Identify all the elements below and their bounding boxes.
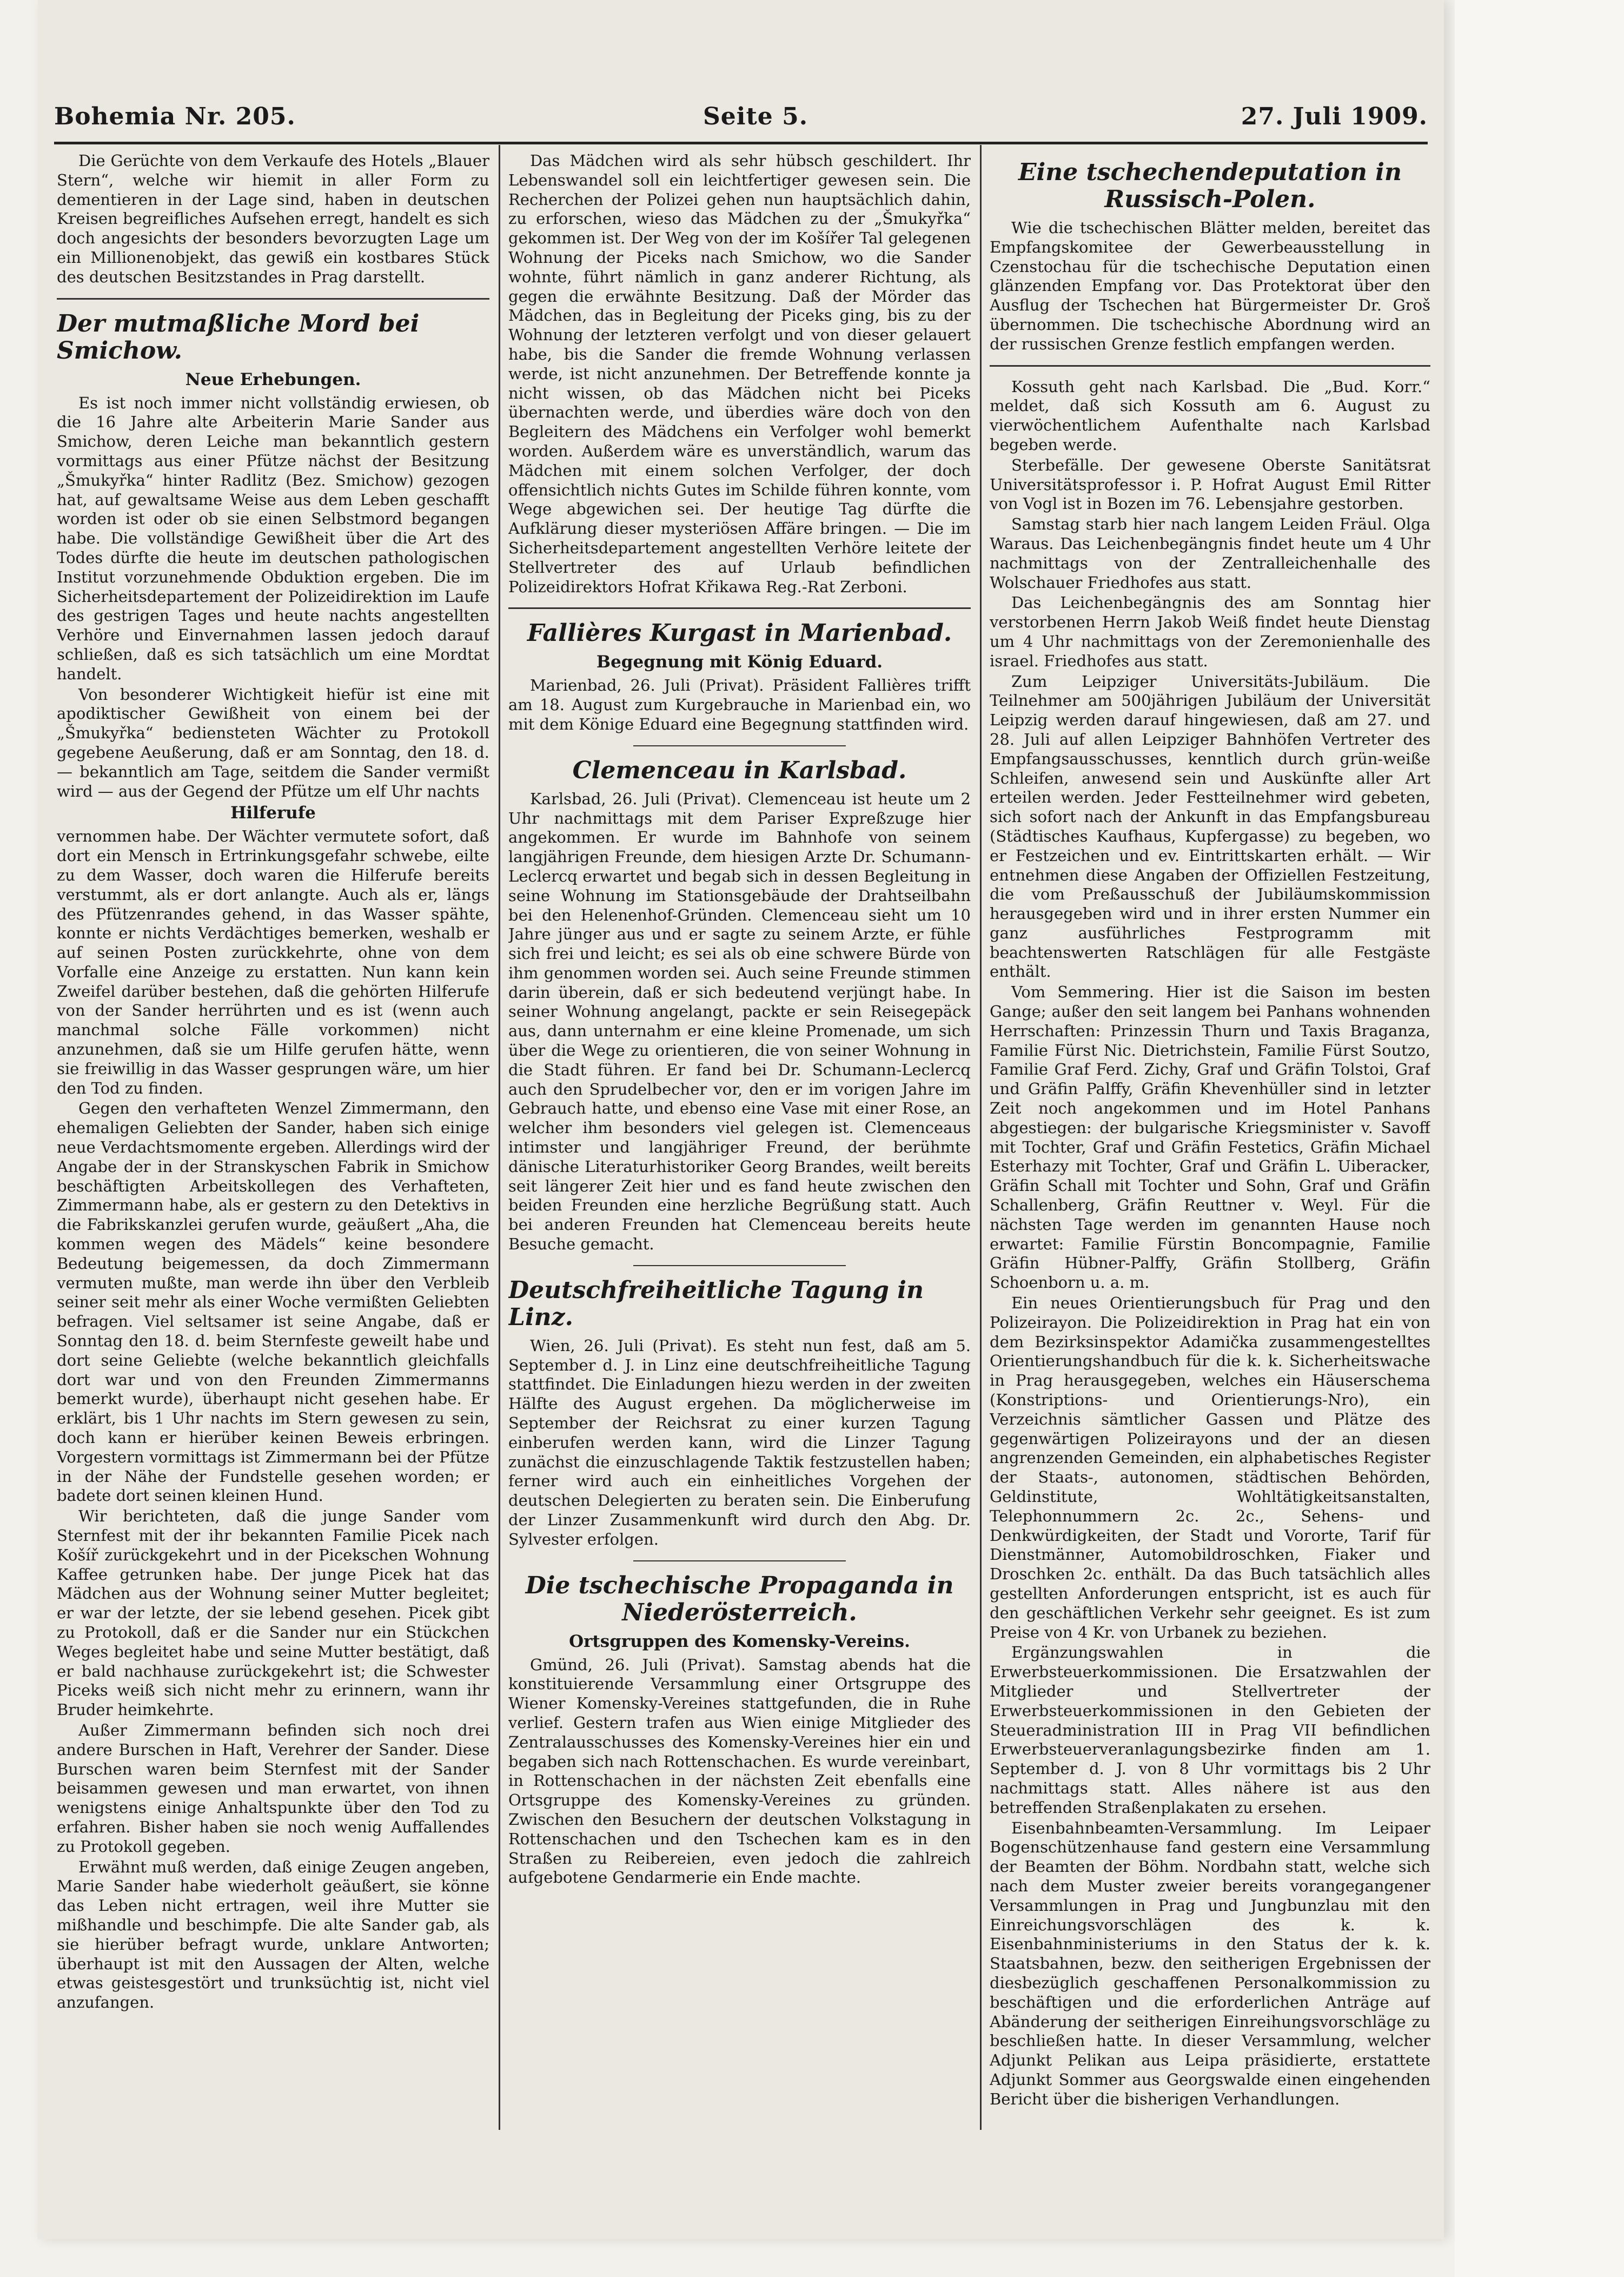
- scan-margin: [1455, 0, 1624, 2277]
- article-paragraph: Marienbad, 26. Juli (Privat). Präsident Fallières trifft am 18. August zum Kurgebrauche in Marienbad ein, wo mit dem Könige Eduard eine Begegnung stattfinden wird.: [508, 676, 971, 733]
- article-headline: Clemenceau in Karlsbad.: [572, 756, 907, 784]
- section-rule: [508, 607, 971, 609]
- section-rule: [633, 1265, 846, 1266]
- article-paragraph: Das Mädchen wird als sehr hübsch geschildert. Ihr Lebenswandel soll ein leichtfertiger gewesen sein. Die Recherchen der Polizei gehen nun hauptsächlich dahin, zu erforschen, wieso das Mädchen zu der „Šmukyřka“ gekommen ist. Der Weg von der im Košířer Tal gelegenen Wohnung der Piceks nach Smichow, wo die Sander wohnte, führt nämlich in ganz anderer Richtung, als gegen die erwähnte Besitzung. Daß der Mörder das Mädchen, das in Begleitung der Piceks ging, bis zu der Wohnung der letzteren verfolgt und von dieser gelauert habe, bis die Sander die fremde Wohnung verlassen werde, ist nicht anzunehmen. Der Betreffende konnte ja nicht wissen, ob das Mädchen nicht bei Piceks übernachten werde, und überdies wäre doch von den Begleitern des Mädchens ein Verfolger wohl bemerkt worden. Außerdem wäre es unverständlich, warum das Mädchen mit einem solchen Verfolger, der doch offensichtlich nichts Gutes im Schilde führen konnte, vom Wege abgewichen sei. Der heutige Tag dürfte die Aufklärung dieser mysteriösen Affäre bringen. — Die im Sicherheitsdepartement angestellten Verhöre leitete der Stellvertreter des auf Urlaub befindlichen Polizeidirektors Hofrat Křikawa Reg.-Rat Zerboni.: [508, 151, 971, 596]
- section-rule: [633, 745, 846, 746]
- article-headline: Deutschfreiheitliche Tagung in Linz.: [508, 1276, 924, 1331]
- column-3: [990, 151, 1430, 2142]
- article-headline: Eine tschechendeputation in Russisch-Polen.: [1018, 158, 1402, 213]
- article-paragraph: vernommen habe. Der Wächter vermutete sofort, daß dort ein Mensch in Ertrinkungsgefahr schwebe, eilte zu dem Wasser, doch waren die Hilferufe bereits verstummt, als er dort anlangte. Auch als er, längs des Pfützenrandes gehend, in das Wasser spähte, konnte er nichts Verdächtiges bemerken, weshalb er auf seinen Posten zurückkehrte, ohne von dem Vorfalle eine Anzeige zu erstatten. Nun kann kein Zweifel darüber bestehen, daß die gehörten Hilferufe von der Sander herrührten und es ist (wenn auch manchmal solche Fälle vorkommen) nicht anzunehmen, daß sie um Hilfe gerufen hätte, wenn sie freiwillig in das Wasser gesprungen wäre, um hier den Tod zu finden.: [57, 827, 489, 1097]
- masthead-date: 27. Juli 1909.: [1241, 103, 1428, 130]
- news-item: Ergänzungswahlen in die Erwerbsteuerkommissionen. Die Ersatzwahlen der Mitglieder und Stellvertreter der Erwerbsteuerkommissionen in den Gebieten der Steueradministration III in Prag VII befindlichen Erwerbsteuerveranlagungsbezirke finden am 1. September d. J. von 8 Uhr vormittags bis 2 Uhr nachmittags statt. Alles nähere ist aus den betreffenden Straßenplakaten zu ersehen.: [990, 1643, 1430, 1817]
- article-paragraph: Außer Zimmermann befinden sich noch drei andere Burschen in Haft, Verehrer der Sander. Diese Burschen waren beim Sternfest mit der Sander beisammen gewesen und man erwartet, von ihnen wenigstens einige Anhaltspunkte über den Tod zu erfahren. Bisher haben sie noch wenig Auffallendes zu Protokoll gegeben.: [57, 1720, 489, 1856]
- masthead-issue: Bohemia Nr. 205.: [54, 103, 296, 130]
- article-subheadline: Neue Erhebungen.: [185, 369, 361, 389]
- masthead-page-number: Seite 5.: [703, 103, 808, 130]
- article-subheadline: Begegnung mit König Eduard.: [596, 652, 883, 672]
- news-item: Kossuth geht nach Karlsbad. Die „Bud. Korr.“ meldet, daß sich Kossuth am 6. August zu vierwöchentlichem Aufenthalte nach Karlsbad begeben werde.: [990, 377, 1430, 454]
- hotel-rumor-paragraph: Die Gerüchte von dem Verkaufe des Hotels „Blauer Stern“, welche wir hiemit in aller Form zu dementieren in der Lage sind, haben in deutschen Kreisen begreifliches Aufsehen erregt, handelt es sich doch angesichts der besonders bevorzugten Lage um ein Millionenobjekt, das gewiß ein kostbares Stück des deutschen Besitzstandes in Prag darstellt.: [57, 151, 489, 286]
- column-2: [508, 151, 971, 2142]
- section-rule: [990, 365, 1430, 367]
- section-rule: [633, 1560, 846, 1561]
- news-item: Eisenbahnbeamten-Versammlung. Im Leipaer Bogenschützenhause fand gestern eine Versammlung der Beamten der Böhm. Nordbahn statt, welche sich nach dem Muster zweier bereits vorangegangener Versammlungen in Prag und Jungbunzlau mit den Einreichungsvorschlägen des k. k. Eisenbahnministeriums in den Status der k. k. Staatsbahnen, bezw. den seitherigen Ergebnissen der diesbezüglich geschaffenen Personalkommission zu beschäftigen und die erforderlichen Anträge auf Abänderung der seitherigen Einreihungsvorschläge zu beschließen hatte. In dieser Versammlung, welcher Adjunkt Pelikan aus Leipa präsidierte, erstattete Adjunkt Sommer aus Georgswalde einen eingehenden Bericht über die bisherigen Verhandlungen.: [990, 1818, 1430, 2108]
- column-divider: [499, 145, 500, 2130]
- article-subheadline: Ortsgruppen des Komensky-Vereins.: [569, 1631, 910, 1651]
- news-item: Vom Semmering. Hier ist die Saison im besten Gange; außer den seit langem bei Panhans wohnenden Herrschaften: Prinzessin Thurn und Taxis Braganza, Familie Fürst Nic. Dietrichstein, Familie Fürst Soutzo, Familie Graf Ferd. Zichy, Graf und Gräfin Tolstoi, Graf und Gräfin Palffy, Gräfin Khevenhüller sind in letzter Zeit noch angekommen und im Hotel Panhans abgestiegen: der bulgarische Kriegsminister v. Savoff mit Tochter, Graf und Gräfin Festetics, Gräfin Michael Esterhazy mit Tochter, Graf und Gräfin L. Uiberacker, Gräfin Schall mit Tochter und Sohn, Graf und Gräfin Schallenberg, Gräfin Reuttner v. Weyl. Für die nächsten Tage werden im genannten Hause noch erwartet: Familie Fürstin Boncompagnie, Familie Gräfin Hübner-Palffy, Gräfin Stollberg, Gräfin Schoenborn u. a. m.: [990, 983, 1430, 1292]
- article-subheadline: Hilferufe: [230, 803, 316, 823]
- news-item: Das Leichenbegängnis des am Sonntag hier verstorbenen Herrn Jakob Weiß findet heute Dienstag um 4 Uhr nachmittags von der Zeremonienhalle des israel. Friedhofes aus statt.: [990, 593, 1430, 670]
- news-item: Ein neues Orientierungsbuch für Prag und den Polizeirayon. Die Polizeidirektion in Prag hat ein von dem Bezirksinspektor Adamička zusammengestelltes Orientierungshandbuch für die k. k. Sicherheitswache in Prag herausgegeben, welches ein Häuserschema (Konstriptions- und Orientierungs-Nro), ein Verzeichnis sämtlicher Gassen und Plätze des gegenwärtigen Polizeirayons und der an diesen angrenzenden Gemeinden, ein alphabetisches Register der Staats-, autonomen, städtischen Behörden, Geldinstitute, Wohltätigkeitsanstalten, Telephonnummern 2c. 2c., Sehens- und Denkwürdigkeiten, der Stadt und Vororte, Tarif für Dienstmänner, Automobildroschken, Fiaker und Droschken 2c. enthält. Da das Buch tatsächlich alles gestellten Anforderungen entspricht, ist es auch für den geschäftlichen Verkehr sehr geeignet. Es ist zum Preise von 4 Kr. von Urbanek zu beziehen.: [990, 1294, 1430, 1641]
- section-rule: [57, 298, 489, 300]
- article-paragraph: Von besonderer Wichtigkeit hiefür ist eine mit apodiktischer Gewißheit von einem bei der „Šmukyřka“ bediensteten Wächter zu Protokoll gegebene Aeußerung, daß er am Sonntag, den 18. d. — bekanntlich am Tage, seitdem die Sander vermißt wird — aus der Gegend der Pfütze um elf Uhr nachts: [57, 685, 489, 800]
- column-1: [57, 151, 489, 2142]
- news-item: Zum Leipziger Universitäts-Jubiläum. Die Teilnehmer am 500jährigen Jubiläum der Universität Leipzig werden darauf hingewiesen, daß am 27. und 28. Juli auf allen Leipziger Bahnhöfen Vertreter des Empfangsausschusses, kenntlich durch grün-weiße Schleifen, anwesend sein und Auskünfte aller Art erteilen werden. Jeder Festteilnehmer wird gebeten, sich sofort nach der Ankunft in das Empfangsbureau (Städtisches Kaufhaus, Kupfergasse) zu begeben, wo er Festzeichen und ev. Eintrittskarten erhält. — Wir entnehmen diese Angaben der Offiziellen Festzeitung, die vom Preßausschuß der Jubiläumskommission herausgegeben wird und in ihrer ersten Nummer ein ganz ausführliches Festprogramm mit beachtenswerten Ratschlägen für alle Festgäste enthält.: [990, 672, 1430, 981]
- article-headline: Der mutmaßliche Mord bei Smichow.: [57, 309, 420, 365]
- article-paragraph: Wie die tschechischen Blätter melden, bereitet das Empfangskomitee der Gewerbeausstellung in Czenstochau für die tschechische Deputation einen glänzenden Empfang vor. Das Protektorat über den Ausflug der Tschechen hat Bürgermeister Dr. Groš übernommen. Die tschechische Abordnung wird an der russischen Grenze festlich empfangen werden.: [990, 219, 1430, 353]
- column-divider: [980, 145, 982, 2130]
- masthead: [54, 103, 1428, 141]
- news-item: Sterbefälle. Der gewesene Oberste Sanitätsrat Universitätsprofessor i. P. Hofrat August Emil Ritter von Vogl ist in Bozen im 76. Lebensjahre gestorben.: [990, 455, 1430, 513]
- article-paragraph: Wien, 26. Juli (Privat). Es steht nun fest, daß am 5. September d. J. in Linz eine deutschfreiheitliche Tagung stattfindet. Die Einladungen hiezu werden in der zweiten Hälfte des August ergehen. Da möglicherweise im September der Reichsrat zu einer kurzen Tagung einberufen werden kann, wird die Linzer Tagung zunächst die einzuschlagende Taktik festzustellen haben; ferner wird auch ein einheitliches Vorgehen der deutschen Delegierten zu beraten sein. Die Einberufung der Linzer Zusammenkunft wird durch den Abg. Dr. Sylvester erfolgen.: [508, 1336, 971, 1548]
- article-headline: Die tschechische Propaganda in Niederösterreich.: [525, 1571, 954, 1626]
- article-paragraph: Gmünd, 26. Juli (Privat). Samstag abends hat die konstituierende Versammlung einer Ortsgruppe des Wiener Komensky-Vereines stattgefunden, die in Ruhe verlief. Gestern trafen aus Wien einige Mitglieder des Zentralausschusses des Komensky-Vereines hier ein und begaben sich nach Rottenschachen. Es wurde vereinbart, in Rottenschachen in der nächsten Zeit ebenfalls eine Ortsgruppe des Komensky-Vereines zu gründen. Zwischen den Besuchern der deutschen Volkstagung in Rottenschachen und den Tschechen kam es in den Straßen zu Reibereien, even jedoch die zahlreich aufgebotene Gendarmerie ein Ende machte.: [508, 1655, 971, 1887]
- article-headline: Fallières Kurgast in Marienbad.: [527, 619, 952, 647]
- masthead-rule: [54, 142, 1428, 144]
- article-paragraph: Gegen den verhafteten Wenzel Zimmermann, den ehemaligen Geliebten der Sander, haben sich einige neue Verdachtsmomente ergeben. Allerdings wird der Angabe der in der Stranskyschen Fabrik in Smichow beschäftigten Arbeitskollegen des Verhafteten, Zimmermann habe, als er gestern zu den Detektivs in die Fabrikskanzlei gerufen wurde, geäußert „Aha, die kommen wegen des Mädels“ keine besondere Bedeutung beigemessen, da doch Zimmermann vermuten mußte, man werde ihn über den Verbleib seiner seit mehr als einer Woche vermißten Geliebten befragen. Viel seltsamer ist seine Angabe, daß er Sonntag den 18. d. beim Sternfeste geweilt habe und dort seine Geliebte (welche bekanntlich gleichfalls dort war und von den Freunden Zimmermanns bemerkt wurde), überhaupt nicht gesehen habe. Er erklärt, bis 1 Uhr nachts im Stern gewesen zu sein, doch kann er hierüber keinen Beweis erbringen. Vorgestern vormittags ist Zimmermann bei der Pfütze in der Nähe der Fundstelle gesehen worden; er badete dort seinen kleinen Hund.: [57, 1099, 489, 1505]
- article-paragraph: Wir berichteten, daß die junge Sander vom Sternfest mit der ihr bekannten Familie Picek nach Košíř zurückgekehrt und in der Picekschen Wohnung Kaffee getrunken habe. Der junge Picek hat das Mädchen aus der Wohnung seiner Mutter begleitet; er war der letzte, der sie lebend gesehen. Picek gibt zu Protokoll, daß er die Sander nur ein Stückchen Weges begleitet habe und seine Mutter bestätigt, daß er bald nachhause zurückgekehrt ist; die Schwester Piceks weiß sich nicht mehr zu erinnern, wann ihr Bruder heimkehrte.: [57, 1507, 489, 1719]
- news-item: Samstag starb hier nach langem Leiden Fräul. Olga Waraus. Das Leichenbegängnis findet heute um 4 Uhr nachmittags von der Zentralleichenhalle des Wolschauer Friedhofes aus statt.: [990, 515, 1430, 592]
- article-paragraph: Es ist noch immer nicht vollständig erwiesen, ob die 16 Jahre alte Arbeiterin Marie Sander aus Smichow, deren Leiche man bekanntlich gestern vormittags aus einer Pfütze nächst der Besitzung „Šmukyřka“ hinter Radlitz (Bez. Smichow) gezogen hat, auf gewaltsame Weise aus dem Leben geschafft worden ist oder ob sie einen Selbstmord begangen habe. Die vollständige Gewißheit über die Art des Todes dürfte die heute im deutschen pathologischen Institut vorzunehmende Obduktion ergeben. Die im Sicherheitsdepartement der Polizeidirektion im Laufe des gestrigen Tages und heute nachts angestellten Verhöre und Einvernahmen lassen jedoch darauf schließen, daß es sich tatsächlich um eine Mordtat handelt.: [57, 393, 489, 683]
- article-paragraph: Erwähnt muß werden, daß einige Zeugen angeben, Marie Sander habe wiederholt geäußert, sie könne das Leben nicht ertragen, weil ihre Mutter sie mißhandle und beschimpfe. Die alte Sander gab, als sie hierüber befragt wurde, unklare Antworten; überhaupt ist mit den Aussagen der Alten, welche etwas geistesgestört und trunksüchtig ist, nicht viel anzufangen.: [57, 1857, 489, 2012]
- article-paragraph: Karlsbad, 26. Juli (Privat). Clemenceau ist heute um 2 Uhr nachmittags mit dem Pariser Expreßzuge hier angekommen. Er wurde im Bahnhofe von seinem langjährigen Freunde, dem hiesigen Arzte Dr. Schumann-Leclercq erwartet und begab sich in dessen Begleitung in seine Wohnung im Stationsgebäude der Drahtseilbahn bei den Helenenhof-Gründen. Clemenceau sieht um 10 Jahre jünger aus und er sagte zu seinem Arzte, er fühle sich frei und leicht; es sei als ob eine schwere Bürde von ihm genommen worden sei. Auch seine Freunde stimmen darin überein, daß er sich bedeutend verjüngt habe. In seiner Wohnung angelangt, packte er sein Reisegepäck aus, dann unternahm er eine kleine Promenade, um sich über die Wege zu orientieren, die von seiner Wohnung in die Stadt führen. Er fand bei Dr. Schumann-Leclercq auch den Sprudelbecher vor, den er im vorigen Jahre im Gebrauch hatte, und ebenso eine Vase mit einer Rose, an welcher ihm besonders viel gelegen ist. Clemenceaus intimster und langjähriger Freund, der berühmte dänische Literaturhistoriker Georg Brandes, weilt bereits seit längerer Zeit hier und es fand heute zwischen den beiden Freunden eine herzliche Begrüßung statt. Auch bei anderen Freunden hat Clemenceau bereits heute Besuche gemacht.: [508, 789, 971, 1254]
